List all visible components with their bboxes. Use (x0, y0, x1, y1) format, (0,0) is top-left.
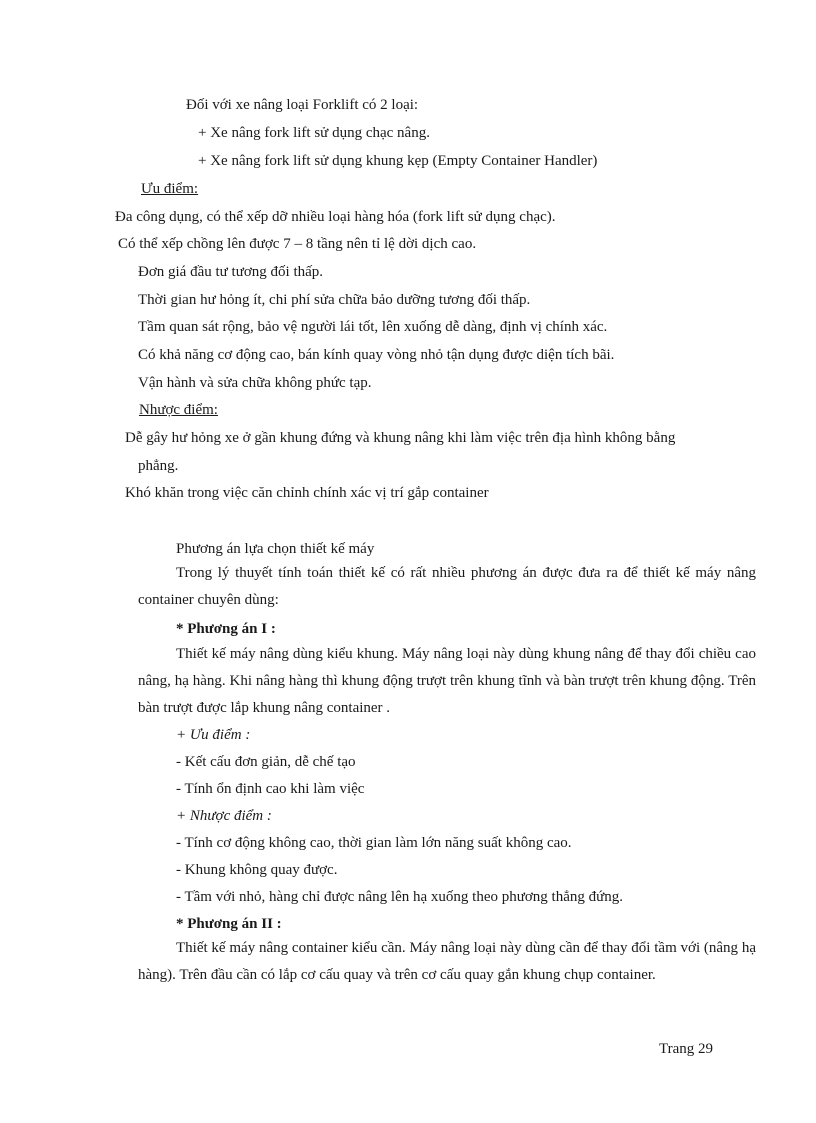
forklift-type-1: + Xe nâng fork lift sử dụng chạc nâng. (198, 125, 430, 141)
design-intro: Trong lý thuyết tính toán thiết kế có rất nhiều phương án được đưa ra để thiết kế máy nâng container chuyên dùng: (138, 565, 756, 608)
pros-item: Thời gian hư hỏng ít, chi phí sửa chữa bảo dưỡng tương đối thấp. (138, 292, 531, 308)
option-1-pros-item: - Tính ổn định cao khi làm việc (176, 781, 365, 797)
cons-item: Khó khăn trong việc căn chỉnh chính xác vị trí gắp container (125, 485, 489, 501)
option-1-cons-item: - Tính cơ động không cao, thời gian làm lớn năng suất không cao. (176, 835, 572, 851)
option-2-title: * Phương án II : (176, 916, 282, 932)
pros-item: Có thể xếp chồng lên được 7 – 8 tầng nên tỉ lệ dời dịch cao. (118, 236, 477, 252)
option-1-cons-item: - Khung không quay được. (176, 862, 338, 878)
page-number: Trang 29 (659, 1041, 714, 1057)
pros-item: Tầm quan sát rộng, bảo vệ người lái tốt, lên xuống dễ dàng, định vị chính xác. (138, 319, 608, 335)
forklift-intro: Đối với xe nâng loại Forklift có 2 loại: (186, 97, 419, 113)
option-1-title: * Phương án I : (176, 621, 276, 637)
pros-item: Vận hành và sửa chữa không phức tạp. (138, 375, 372, 391)
cons-item: phẳng. (138, 458, 179, 474)
option-1-pros-label: + Ưu điểm : (176, 727, 251, 743)
design-heading: Phương án lựa chọn thiết kế máy (176, 541, 375, 557)
option-2-text: Thiết kế máy nâng container kiểu cần. Máy nâng loại này dùng cần để thay đổi tầm với (nâng hạ hàng). Trên đầu cần có lắp cơ cấu quay và trên cơ cấu quay gắn khung chụp container. (138, 940, 756, 983)
forklift-type-2: + Xe nâng fork lift sử dụng khung kẹp (Empty Container Handler) (198, 153, 598, 169)
pros-item: Đơn giá đầu tư tương đối thấp. (138, 264, 324, 280)
option-1-pros-item: - Kết cấu đơn giản, dễ chế tạo (176, 754, 356, 770)
pros-heading: Ưu điểm: (141, 181, 199, 197)
option-1-cons-item: - Tầm với nhỏ, hàng chỉ được nâng lên hạ xuống theo phương thẳng đứng. (176, 889, 623, 905)
pros-item: Đa công dụng, có thể xếp dỡ nhiều loại hàng hóa (fork lift sử dụng chạc). (115, 209, 556, 225)
cons-item: Dễ gây hư hỏng xe ở gần khung đứng và khung nâng khi làm việc trên địa hình không bằng (125, 430, 676, 446)
option-1-cons-label: + Nhược điểm : (176, 808, 272, 824)
cons-heading: Nhược điểm: (139, 402, 218, 418)
option-1-text: Thiết kế máy nâng dùng kiểu khung. Máy nâng loại này dùng khung nâng để thay đổi chiều cao nâng, hạ hàng. Khi nâng hàng thì khung động trượt trên khung tĩnh và bàn trượt trên khung động. Trên bàn trượt được lắp khung nâng container . (138, 646, 756, 716)
pros-item: Có khả năng cơ động cao, bán kính quay vòng nhỏ tận dụng được diện tích bãi. (138, 347, 615, 363)
